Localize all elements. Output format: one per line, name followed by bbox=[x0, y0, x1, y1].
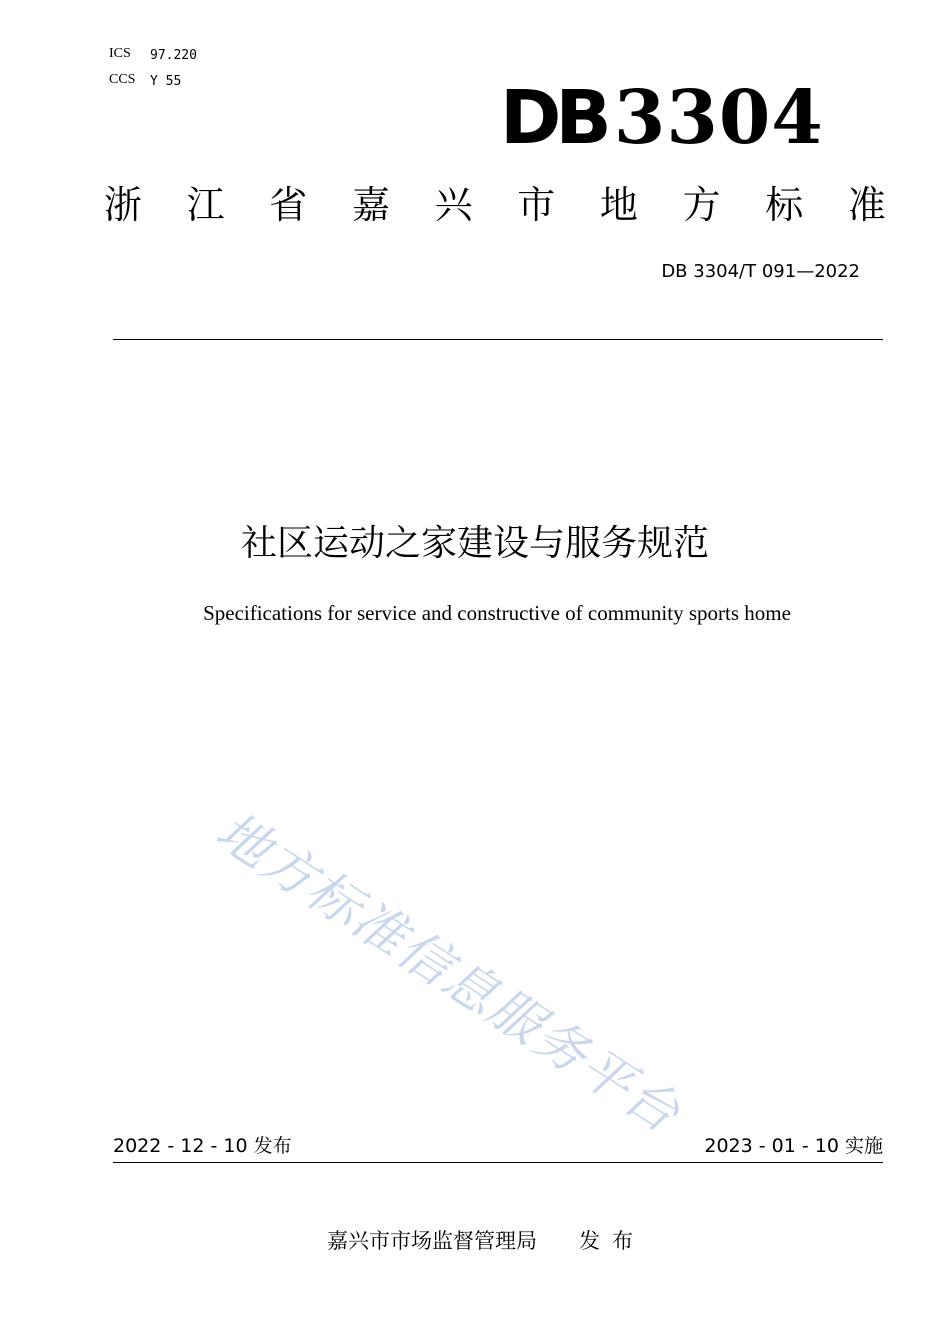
org-title-char: 标 bbox=[765, 183, 804, 227]
org-title-char: 江 bbox=[186, 183, 225, 227]
db-logo-prefix: DB bbox=[500, 75, 606, 161]
ics-value: 97.220 bbox=[150, 48, 197, 63]
db-logo bbox=[500, 75, 824, 161]
issuer bbox=[0, 1227, 950, 1255]
db-logo-code: 3304 bbox=[613, 75, 824, 161]
ccs-value: Y 55 bbox=[150, 74, 182, 89]
watermark: 地方标准信息服务平台 bbox=[205, 800, 691, 1146]
issue-date: 2022 - 12 - 10 发布 bbox=[113, 1135, 292, 1157]
top-divider bbox=[113, 339, 883, 340]
org-title-char: 市 bbox=[517, 183, 556, 227]
ics-label: ICS bbox=[109, 46, 131, 61]
implementation-date: 2023 - 01 - 10 实施 bbox=[704, 1135, 883, 1157]
issuer-action: 发布 bbox=[579, 1229, 645, 1253]
org-title-char: 嘉 bbox=[351, 183, 390, 227]
document-title-cn: 社区运动之家建设与服务规范 bbox=[240, 523, 709, 564]
issuer-name: 嘉兴市市场监督管理局 bbox=[327, 1229, 537, 1253]
org-title-char: 兴 bbox=[434, 183, 473, 227]
org-title-char: 地 bbox=[599, 183, 638, 227]
bottom-divider bbox=[113, 1162, 883, 1163]
org-title-char: 省 bbox=[269, 183, 308, 227]
org-title-char: 浙 bbox=[103, 183, 142, 227]
org-title-char: 方 bbox=[682, 183, 721, 227]
document-title-en: Specifications for service and constructive of community sports home bbox=[203, 601, 791, 625]
org-title-char: 准 bbox=[847, 183, 886, 227]
ccs-label: CCS bbox=[109, 72, 136, 87]
org-title bbox=[100, 182, 890, 228]
standard-number: DB 3304/T 091—2022 bbox=[661, 261, 860, 282]
